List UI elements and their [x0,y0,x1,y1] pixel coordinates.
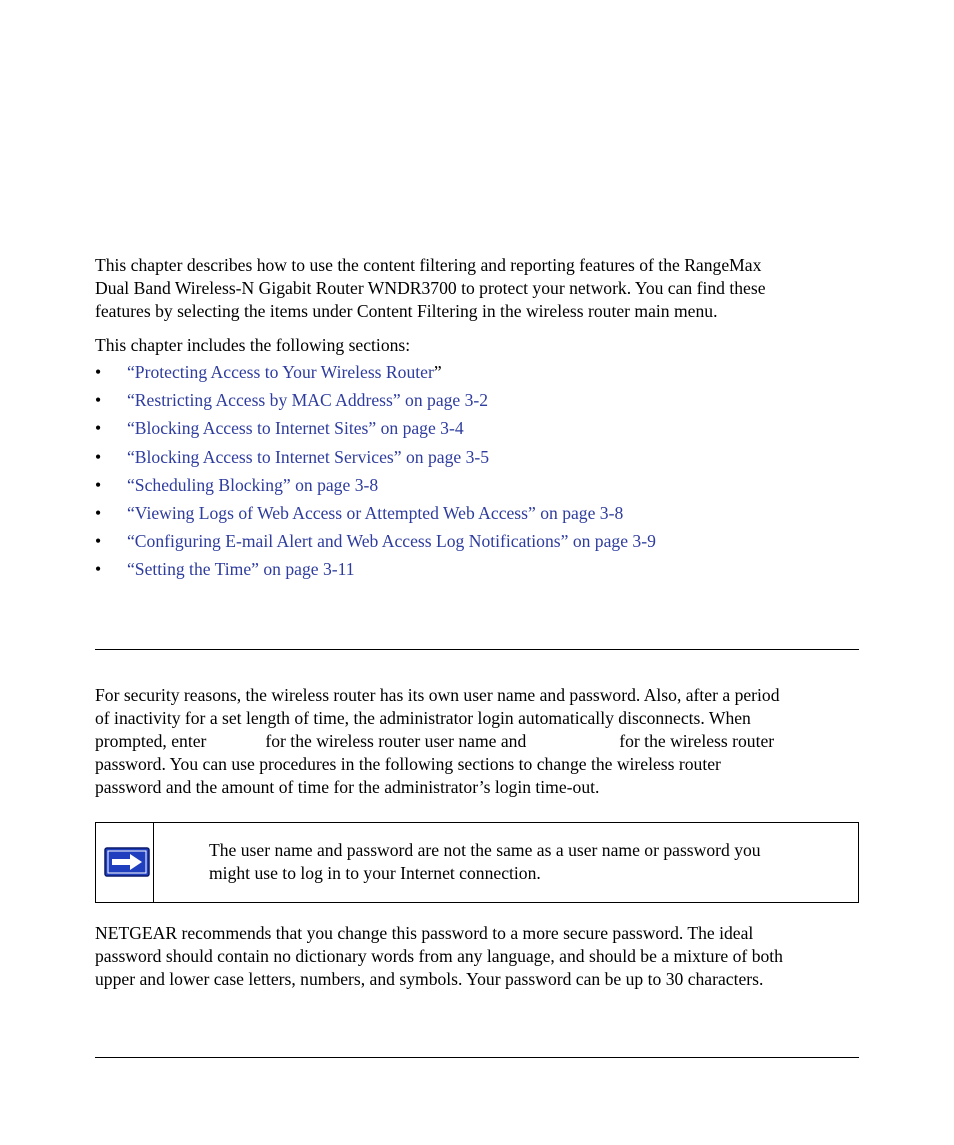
bullet-marker: • [95,474,102,495]
bullet-marker: • [95,362,102,382]
recommendation-line: password should contain no dictionary words from any language, and should be a mixture of both [95,946,783,966]
security-line: of inactivity for a set length of time, the administrator login automatically disconnects. When [95,708,751,728]
section-link-label: “Protecting Access to Your Wireless Router [127,362,434,382]
note-box [95,822,859,903]
section-link-suffix: ” [433,362,442,382]
list-item [95,530,859,558]
security-line-part: for the wireless router user name and [265,731,527,751]
section-link-scheduling-blocking[interactable]: “Scheduling Blocking” on page 3-8 [127,474,379,495]
list-item [95,558,859,586]
security-line-part: prompted, enter [95,731,207,751]
right-arrow-icon [104,847,150,877]
list-item [95,474,859,502]
list-item [95,446,859,474]
intro-line: Dual Band Wireless-N Gigabit Router WNDR3700 to protect your network. You can find these [95,278,766,298]
bullet-marker: • [95,559,102,580]
section-link-setting-time[interactable]: “Setting the Time” on page 3-11 [127,559,355,580]
section-link-email-alert[interactable]: “Configuring E-mail Alert and Web Access Log Notifications” on page 3-9 [127,531,656,552]
recommendation-paragraph [95,922,859,991]
note-icon-cell [96,823,154,902]
bullet-marker: • [95,390,102,411]
intro-paragraph [95,254,859,323]
note-line: The user name and password are not the same as a user name or password you [209,840,761,860]
section-divider [95,1057,859,1058]
intro-line: features by selecting the items under Content Filtering in the wireless router main menu. [95,301,718,321]
security-line: password. You can use procedures in the following sections to change the wireless router [95,754,721,774]
section-link-protecting-access[interactable] [127,361,442,384]
list-item [95,502,859,530]
section-link-blocking-sites[interactable]: “Blocking Access to Internet Sites” on page 3-4 [127,418,464,439]
list-item [95,361,859,389]
bullet-marker: • [95,418,102,439]
intro-line: This chapter describes how to use the content filtering and reporting features of the RangeMax [95,255,762,275]
bullet-marker: • [95,446,102,467]
bullet-marker: • [95,502,102,523]
sections-intro: This chapter includes the following sections: [95,335,411,355]
security-line: password and the amount of time for the administrator’s login time-out. [95,777,600,797]
security-line [95,730,859,753]
section-link-blocking-services[interactable]: “Blocking Access to Internet Services” on page 3-5 [127,446,490,467]
security-line: For security reasons, the wireless router has its own user name and password. Also, after a period [95,685,780,705]
section-link-viewing-logs[interactable]: “Viewing Logs of Web Access or Attempted Web Access” on page 3-8 [127,502,624,523]
note-text [209,839,849,885]
bullet-marker: • [95,531,102,552]
list-item [95,417,859,445]
section-list [95,361,859,587]
note-line: might use to log in to your Internet connection. [209,863,541,883]
recommendation-line: upper and lower case letters, numbers, and symbols. Your password can be up to 30 characters. [95,969,764,989]
list-item [95,389,859,417]
security-paragraph [95,684,859,799]
security-line-part: for the wireless router [619,731,775,751]
section-divider [95,649,859,650]
section-link-restricting-mac[interactable]: “Restricting Access by MAC Address” on page 3-2 [127,390,489,411]
recommendation-line: NETGEAR recommends that you change this password to a more secure password. The ideal [95,923,754,943]
